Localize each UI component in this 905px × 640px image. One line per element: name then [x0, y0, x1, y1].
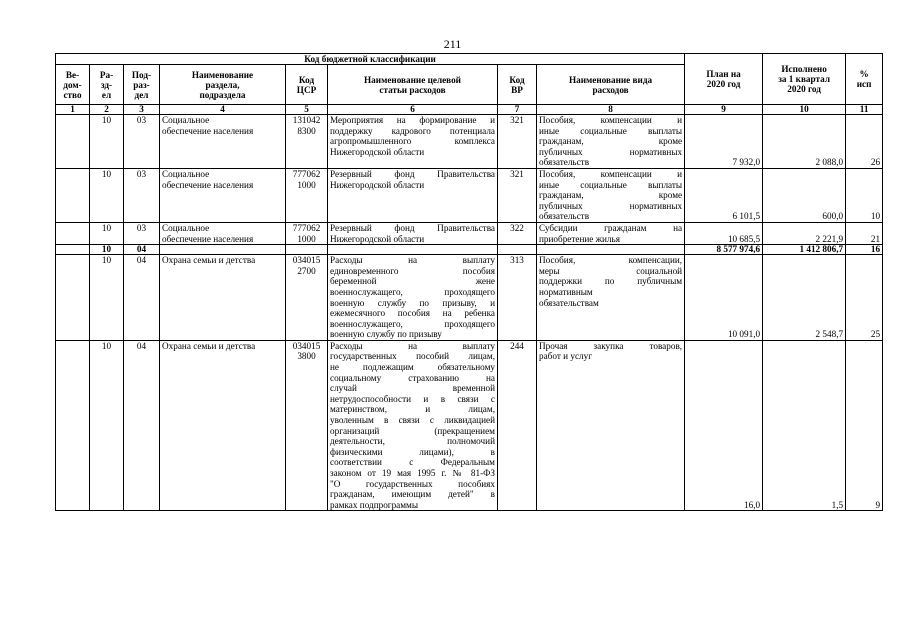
csr-line: 1000 [297, 233, 316, 244]
razdel-name-line: Охрана семьи и детства [162, 340, 256, 351]
target-name-line: Мероприятия на формирование и [330, 115, 495, 125]
cell-vr-name [537, 340, 685, 511]
vr-name-line: Субсидии гражданам на [539, 222, 683, 233]
vr-name-line: Прочая закупка товаров, [539, 340, 683, 351]
col-header-percent: % исп [846, 54, 883, 105]
cell-target-name [328, 222, 498, 244]
vr-name-line: гражданам, кроме [539, 136, 683, 147]
cell-empty [328, 245, 498, 255]
csr-line: 2700 [297, 265, 316, 276]
target-name-line: социальному страхованию на [330, 372, 495, 383]
page-number: 211 [443, 37, 462, 51]
razdel-name-line: Социальное [162, 168, 210, 179]
target-name-line: поддержку кадрового потенциала [330, 125, 495, 136]
target-name-line: гражданам, имеющим детей" в [330, 489, 495, 500]
column-number: 1 [56, 105, 90, 115]
column-number: 6 [328, 105, 498, 115]
table-body-subsection-03 [56, 115, 883, 245]
cell-razdel: 10 [90, 222, 124, 244]
target-name-line: единовременного пособия [330, 265, 495, 276]
cell-dept [56, 115, 90, 169]
razdel-name-line: обеспечение населения [162, 125, 254, 136]
col-header-plan: План на 2020 год [685, 54, 763, 105]
cell-target-name [328, 255, 498, 341]
cell-empty [537, 245, 685, 255]
cell-podrazdel: 04 [124, 245, 160, 255]
cell-vr-name [537, 255, 685, 341]
cell-target-name [328, 168, 498, 222]
target-name-line: военнослужащего, проходящего [330, 318, 495, 329]
budget-execution-table [55, 53, 883, 511]
col-header-done: Исполнено за 1 квартал 2020 год [763, 54, 846, 105]
target-name-line: физическими лицами), в [330, 446, 495, 457]
table-row [56, 222, 883, 244]
table-row [56, 255, 883, 341]
column-number: 3 [124, 105, 160, 115]
cell-razdel-name [160, 222, 286, 244]
target-name-line: военнослужащего, проходящего [330, 286, 495, 297]
cell-razdel-name [160, 168, 286, 222]
vr-name-line: Пособия, компенсации, [539, 255, 683, 266]
col-header-podrazdel: Под- раз- дел [124, 65, 160, 105]
target-name-line: материнством, и лицам, [330, 404, 495, 415]
cell-razdel: 10 [90, 255, 124, 341]
razdel-name-line: Охрана семьи и детства [162, 255, 256, 266]
cell-razdel: 10 [90, 168, 124, 222]
razdel-name-line: обеспечение населения [162, 233, 254, 244]
column-number: 9 [685, 105, 763, 115]
cell-plan: 10 685,5 [685, 222, 763, 244]
target-name-line: агропромышленного комплекса [330, 136, 495, 147]
target-name-line: рамках подпрограммы [330, 499, 419, 510]
cell-done-total: 1 412 806,7 [763, 245, 846, 255]
cell-vr: 321 [498, 115, 537, 169]
csr-line: 777062 [292, 168, 321, 179]
target-name-line: организаций (прекращением [330, 425, 495, 436]
target-name-line: Резервный фонд Правительства [330, 222, 495, 233]
vr-name-line: обязательствам [539, 297, 599, 308]
cell-dept [56, 245, 90, 255]
cell-csr [286, 115, 328, 169]
target-name-line: ежемесячного пособия на ребенка [330, 308, 495, 319]
razdel-name-line: обеспечение населения [162, 179, 254, 190]
cell-podrazdel: 03 [124, 115, 160, 169]
target-name-line: нетрудоспособности и в связи с [330, 393, 495, 404]
target-name-line: соответствии с Федеральным [330, 457, 495, 468]
cell-razdel: 10 [90, 245, 124, 255]
table-row [56, 340, 883, 511]
target-name-line: Нижегородской области [330, 233, 425, 244]
target-name-line: Нижегородской области [330, 179, 425, 190]
cell-vr-name [537, 168, 685, 222]
cell-percent: 25 [846, 255, 883, 341]
cell-percent: 21 [846, 222, 883, 244]
cell-vr: 322 [498, 222, 537, 244]
target-name-line: Расходы на выплату [330, 340, 495, 351]
cell-percent-total: 16 [846, 245, 883, 255]
cell-target-name [328, 340, 498, 511]
cell-dept [56, 255, 90, 341]
target-name-line: военную службу по призыву [330, 329, 442, 340]
vr-name-line: гражданам, кроме [539, 190, 683, 201]
target-name-line: уволенным в связи с ликвидацией [330, 415, 495, 426]
col-header-vr: Код ВР [498, 65, 537, 105]
column-number: 7 [498, 105, 537, 115]
csr-line: 1000 [297, 179, 316, 190]
cell-podrazdel: 04 [124, 340, 160, 511]
budget-classification-header: Код бюджетной классификации [56, 54, 685, 65]
cell-plan-total: 8 577 974,6 [685, 245, 763, 255]
vr-name-line: поддержки по публичным [539, 276, 683, 287]
cell-csr [286, 255, 328, 341]
target-name-line: Нижегородской области [330, 146, 425, 157]
cell-razdel: 10 [90, 115, 124, 169]
cell-dept [56, 168, 90, 222]
cell-empty [286, 245, 328, 255]
csr-line: 777062 [292, 222, 321, 233]
vr-name-line: публичных нормативных [539, 200, 683, 211]
csr-line: 3800 [297, 351, 316, 362]
vr-name-line: меры социальной [539, 265, 683, 276]
table-row-subtotal [56, 245, 883, 255]
target-name-line: законом от 19 мая 1995 г. № 81-ФЗ [330, 468, 495, 478]
cell-done: 2 221,9 [763, 222, 846, 244]
csr-line: 034015 [292, 340, 321, 351]
csr-line: 8300 [297, 125, 316, 136]
col-header-dept: Ве- дом- ство [56, 65, 90, 105]
column-number: 10 [763, 105, 846, 115]
cell-razdel-name [160, 255, 286, 341]
col-header-vr-name: Наименование вида расходов [537, 65, 685, 105]
column-number: 2 [90, 105, 124, 115]
vr-name-line: приобретение жилья [539, 233, 620, 244]
table-row [56, 168, 883, 222]
cell-podrazdel: 03 [124, 222, 160, 244]
cell-podrazdel: 03 [124, 168, 160, 222]
col-header-razdel-name: Наименование раздела, подраздела [160, 65, 286, 105]
cell-plan: 10 091,0 [685, 255, 763, 341]
vr-name-line: Пособия, компенсации и [539, 168, 683, 179]
cell-csr [286, 340, 328, 511]
vr-name-line: иные социальные выплаты [539, 179, 683, 190]
razdel-name-line: Социальное [162, 115, 210, 125]
csr-line: 131042 [292, 115, 321, 125]
cell-csr [286, 222, 328, 244]
cell-percent: 9 [846, 340, 883, 511]
column-number: 11 [846, 105, 883, 115]
target-name-line: военную службу по призыву, и [330, 297, 495, 308]
col-header-target-name: Наименование целевой статьи расходов [328, 65, 498, 105]
cell-dept [56, 340, 90, 511]
cell-done: 1,5 [763, 340, 846, 511]
target-name-line: случай временной [330, 383, 495, 394]
column-number: 5 [286, 105, 328, 115]
cell-razdel: 10 [90, 340, 124, 511]
target-name-line: государственных пособий лицам, [330, 351, 495, 362]
cell-vr: 244 [498, 340, 537, 511]
column-numbers-row [56, 105, 883, 115]
target-name-line: деятельности, полномочий [330, 436, 495, 447]
cell-plan: 7 932,0 [685, 115, 763, 169]
cell-done: 2 548,7 [763, 255, 846, 341]
vr-name-line: публичных нормативных [539, 146, 683, 157]
vr-name-line: Пособия, компенсации и [539, 115, 683, 125]
target-name-line: Резервный фонд Правительства [330, 168, 495, 179]
cell-vr-name [537, 115, 685, 169]
cell-empty [160, 245, 286, 255]
cell-percent: 26 [846, 115, 883, 169]
column-number: 4 [160, 105, 286, 115]
vr-name-line: обязательств [539, 211, 590, 222]
vr-name-line: нормативным [539, 286, 593, 297]
table-row [56, 115, 883, 169]
cell-razdel-name [160, 340, 286, 511]
cell-plan: 16,0 [685, 340, 763, 511]
cell-vr: 313 [498, 255, 537, 341]
table-body-subsection-04 [56, 255, 883, 511]
cell-razdel-name [160, 115, 286, 169]
col-header-csr: Код ЦСР [286, 65, 328, 105]
razdel-name-line: Социальное [162, 222, 210, 233]
cell-done: 600,0 [763, 168, 846, 222]
vr-name-line: обязательств [539, 157, 590, 168]
cell-target-name [328, 115, 498, 169]
cell-empty [498, 245, 537, 255]
target-name-line: "О государственных пособиях [330, 478, 495, 489]
cell-percent: 10 [846, 168, 883, 222]
vr-name-line: работ и услуг [539, 351, 592, 362]
col-header-razdel: Ра- зд- ел [90, 65, 124, 105]
vr-name-line: иные социальные выплаты [539, 125, 683, 136]
cell-csr [286, 168, 328, 222]
cell-podrazdel: 04 [124, 255, 160, 341]
cell-done: 2 088,0 [763, 115, 846, 169]
cell-vr: 321 [498, 168, 537, 222]
column-number: 8 [537, 105, 685, 115]
cell-plan: 6 101,5 [685, 168, 763, 222]
target-name-line: беременной жене [330, 276, 495, 287]
target-name-line: Расходы на выплату [330, 255, 495, 266]
csr-line: 034015 [292, 255, 321, 266]
target-name-line: не подлежащим обязательному [330, 362, 495, 373]
cell-vr-name [537, 222, 685, 244]
cell-dept [56, 222, 90, 244]
